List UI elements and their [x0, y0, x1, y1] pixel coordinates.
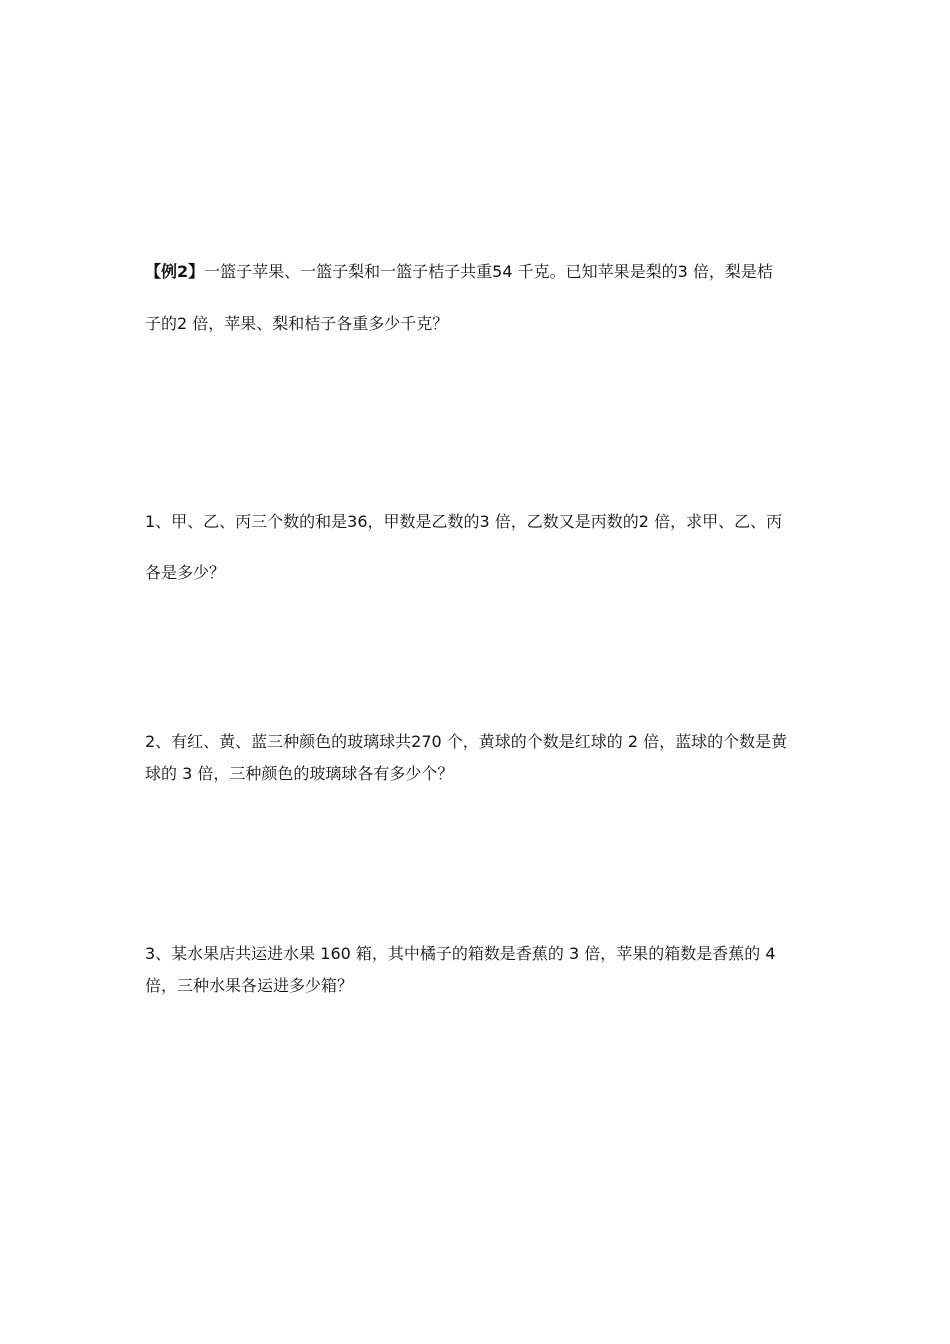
example-2-line-2: 子的2 倍，苹果、梨和桔子各重多少千克？ — [145, 314, 449, 333]
problem-3-line-2: 倍，三种水果各运进多少箱？ — [145, 976, 354, 995]
problem-1-line-2: 各是多少？ — [145, 563, 226, 582]
problem-3-line-1: 3、某水果店共运进水果 160 箱，其中橘子的箱数是香蕉的 3 倍，苹果的箱数是香蕉的 4 — [145, 944, 776, 963]
example-2-line-1 — [145, 262, 773, 282]
problem-2-line-2: 球的 3 倍，三种颜色的玻璃球各有多少个？ — [145, 764, 454, 783]
problem-2-line-1: 2、有红、黄、蓝三种颜色的玻璃球共270 个，黄球的个数是红球的 2 倍，蓝球的个数是黄 — [145, 732, 788, 751]
example-2-text-1: 一篮子苹果、一篮子梨和一篮子桔子共重54 千克。已知苹果是梨的3 倍，梨是桔 — [204, 262, 773, 281]
problem-1-line-1: 1、甲、乙、丙三个数的和是36，甲数是乙数的3 倍，乙数又是丙数的2 倍，求甲、乙、丙 — [145, 512, 783, 531]
example-2-label: 【例2】 — [145, 262, 205, 281]
